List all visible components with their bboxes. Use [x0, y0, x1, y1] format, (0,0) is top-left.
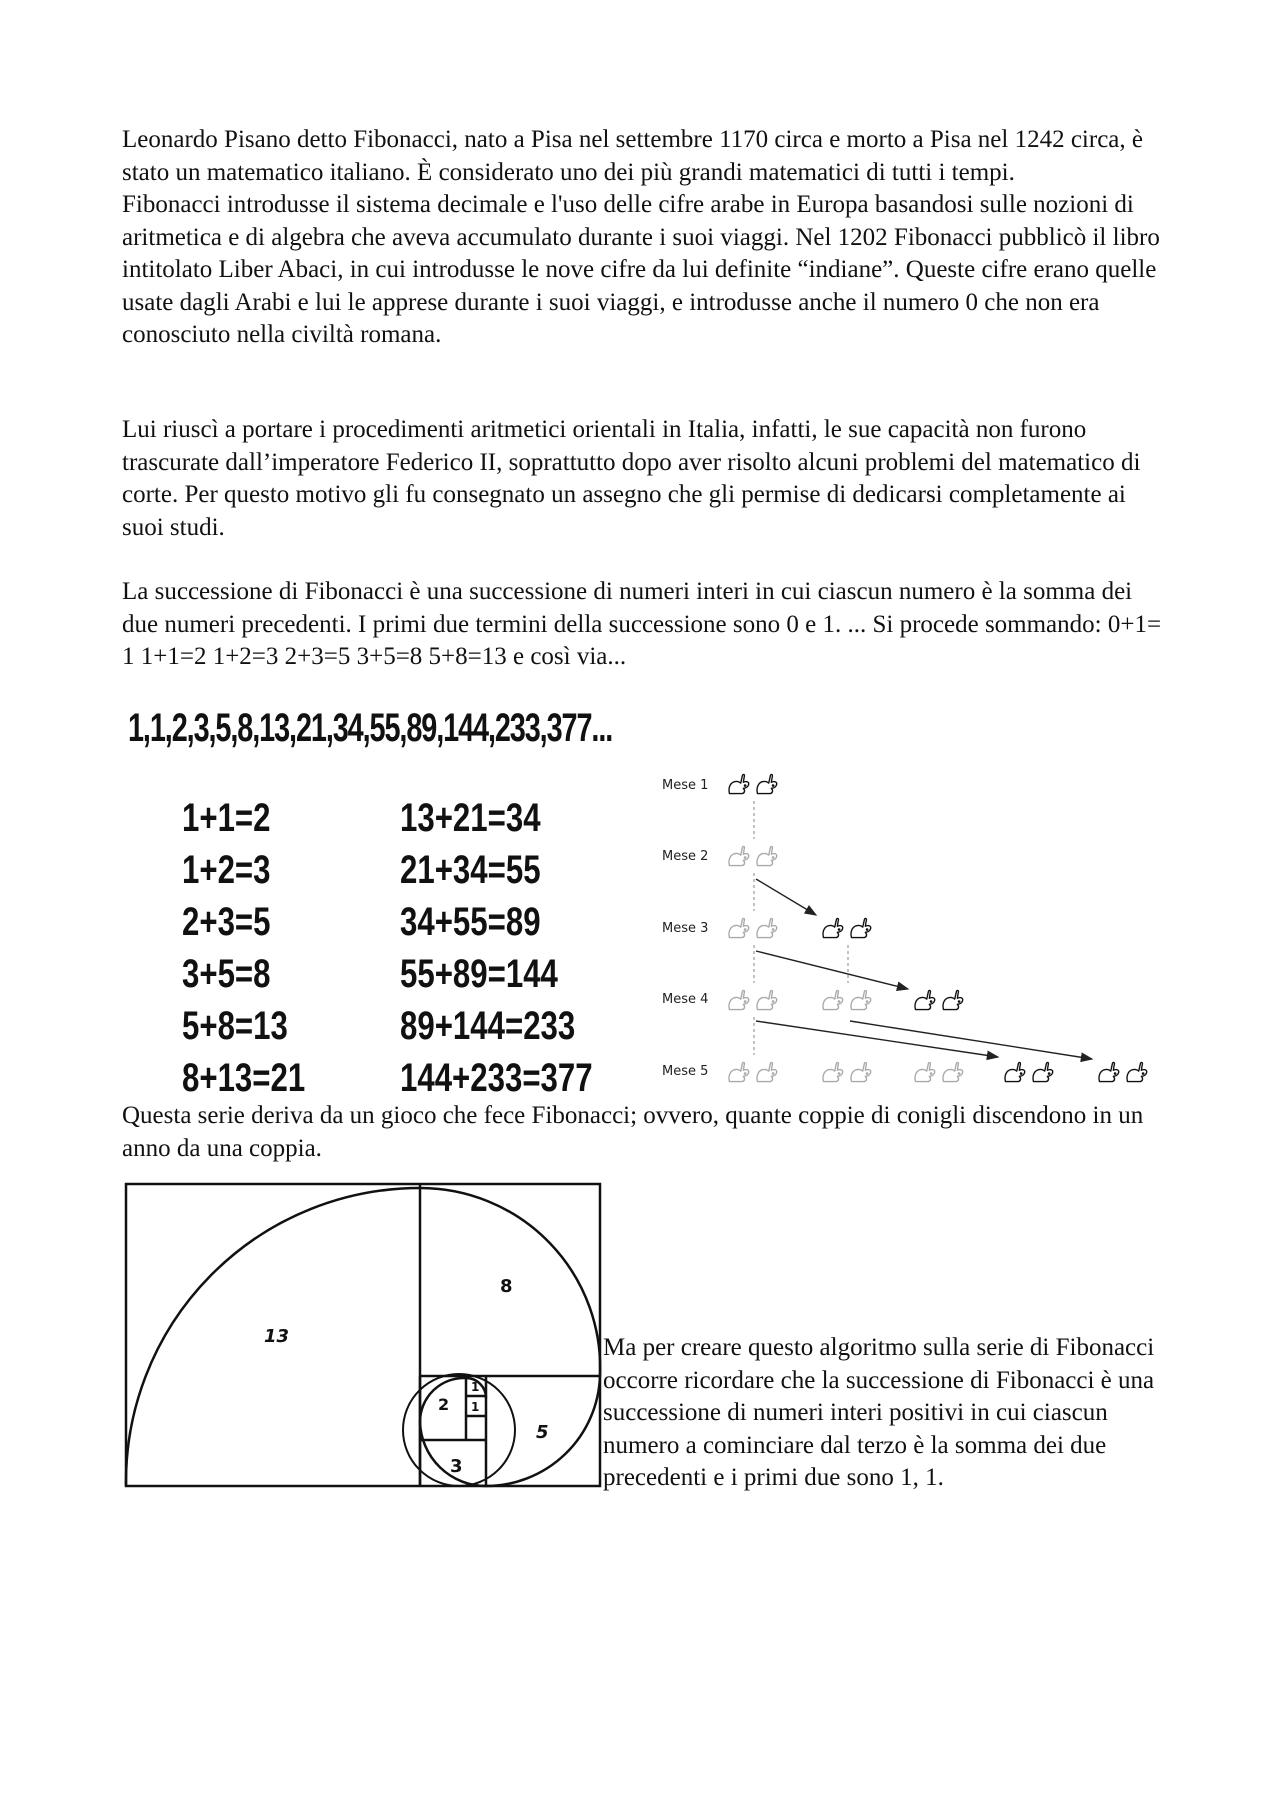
rabbit-pair-new — [823, 918, 871, 937]
rabbit-pair-new — [915, 990, 963, 1009]
month-label: Mese 1 — [662, 778, 709, 793]
outer-rectangle — [126, 1184, 600, 1486]
sum-right: 144+233=377 — [400, 1056, 593, 1100]
sum-left: 1+1=2 — [182, 796, 271, 840]
rabbit-pair-adult — [729, 774, 777, 793]
sum-left: 2+3=5 — [182, 900, 271, 944]
spiral-label: 1 — [471, 1400, 480, 1414]
rabbit-pair-grey — [729, 918, 777, 937]
sum-right: 34+55=89 — [400, 900, 541, 944]
rabbit-pair-grey — [729, 1062, 963, 1081]
rabbit-pair-grey — [729, 990, 871, 1009]
spiral-label: 13 — [264, 1326, 290, 1347]
paragraph-successione: La successione di Fibonacci è una successione di numeri interi in cui ciascun numero è la somma dei due numeri precedenti. I primi due termini della successione sono 0 e 1. ... Si procede sommando: 0+1= 1 1+1=2 1+2=3 2+3=5 3+5=8 5+8=13 e così via... — [122, 578, 1162, 670]
rabbit-diagram — [650, 755, 1170, 1095]
spiral-label: 5 — [536, 1422, 549, 1443]
spiral-label: 2 — [438, 1395, 450, 1414]
golden-spiral-diagram — [124, 1182, 602, 1488]
month-label: Mese 4 — [662, 992, 709, 1007]
sum-left: 8+13=21 — [182, 1056, 306, 1100]
month-label: Mese 2 — [662, 849, 709, 864]
golden-spiral — [126, 1188, 600, 1486]
sum-left: 1+2=3 — [182, 848, 271, 892]
sum-right: 89+144=233 — [400, 1004, 576, 1048]
paragraph-intro: Leonardo Pisano detto Fibonacci, nato a Pisa nel settembre 1170 circa e morto a Pisa nel 1242 circa, è stato un matematico italiano. È considerato uno dei più grandi matematici di tutti i tempi. Fibonacci introdusse il sistema decimale e l'uso delle cifre arabe in Europa basandosi sulle nozioni di aritmetica e di algebra che aveva accumulato durante i suoi viaggi. Nel 1202 Fibonacci pubblicò il libro intitolato Liber Abaci, in cui introdusse le nove cifre da lui definite “indiane”. Queste cifre erano quelle usate dagli Arabi e lui le apprese durante i suoi viaggi, e introdusse anche il numero 0 che non era conosciuto nella civiltà romana. — [122, 126, 1160, 348]
spiral-label: 1 — [471, 1380, 480, 1394]
sum-right: 21+34=55 — [400, 848, 541, 892]
rabbit-pair-grey — [729, 846, 777, 865]
paragraph-federico: Lui riuscì a portare i procedimenti aritmetici orientali in Italia, infatti, le sue capacità non furono trascurate dall’imperatore Federico II, soprattutto dopo aver risolto alcuni problemi del matematico di corte. Per questo motivo gli fu consegnato un assegno che gli permise di dedicarsi completamente ai suoi studi. — [122, 416, 1141, 541]
rabbit-pair-new — [1005, 1062, 1147, 1081]
fibonacci-sequence: 1,1,2,3,5,8,13,21,34,55,89,144,233,377... — [128, 706, 613, 750]
rabbit-arrows — [756, 879, 1092, 1059]
paragraph-conigli: Questa serie deriva da un gioco che fece Fibonacci; ovvero, quante coppie di conigli discendono in un anno da una coppia. — [122, 1102, 1144, 1162]
month-label: Mese 3 — [662, 921, 709, 936]
paragraph-algoritmo: Ma per creare questo algoritmo sulla serie di Fibonacci occorre ricordare che la successione di Fibonacci è una successione di numeri interi positivi in cui ciascun numero a cominciare dal terzo è la somma dei due precedenti e i primi due sono 1, 1. — [603, 1334, 1155, 1491]
month-label: Mese 5 — [662, 1064, 709, 1079]
rabbit-guides — [754, 801, 848, 1055]
sum-right: 13+21=34 — [400, 796, 541, 840]
sum-right: 55+89=144 — [400, 952, 558, 996]
spiral-label: 3 — [450, 1456, 463, 1477]
spiral-label: 8 — [500, 1276, 513, 1297]
sum-left: 5+8=13 — [182, 1004, 288, 1048]
sum-left: 3+5=8 — [182, 952, 271, 996]
